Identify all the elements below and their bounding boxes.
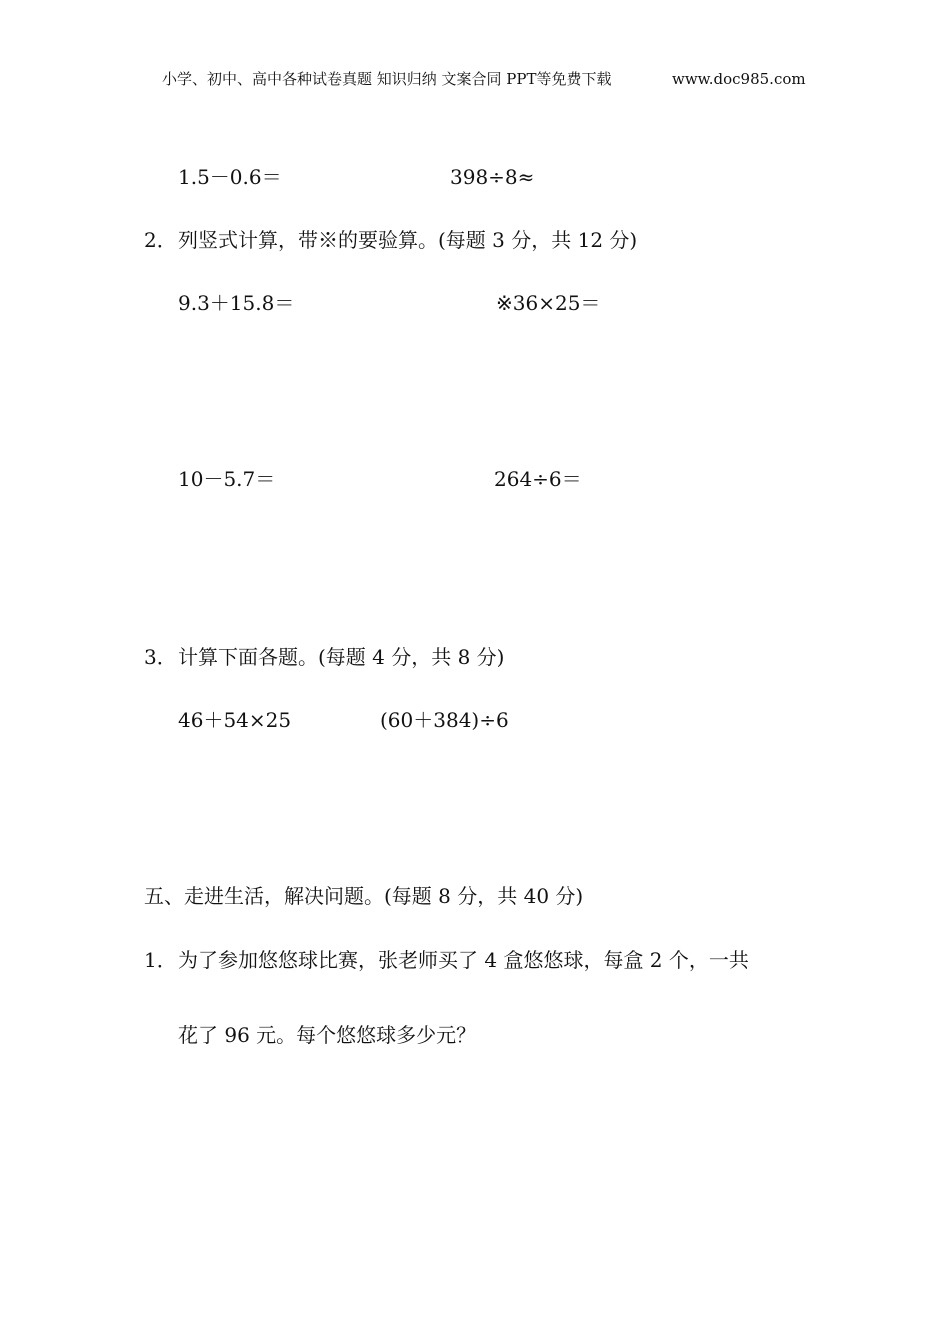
section-2-number: 2． bbox=[144, 228, 177, 252]
section-2-title: 列竖式计算，带※的要验算。(每题 3 分，共 12 分) bbox=[178, 228, 638, 252]
mixed-calc-expr-2: (60＋384)÷6 bbox=[380, 708, 509, 732]
vertical-calc-expr-4: 264÷6＝ bbox=[494, 467, 582, 491]
vertical-calc-expr-1: 9.3＋15.8＝ bbox=[178, 291, 295, 315]
header-site-banner: 小学、初中、高中各种试卷真题 知识归纳 文案合同 PPT等免费下载 bbox=[162, 70, 612, 88]
mixed-calc-expr-1: 46＋54×25 bbox=[178, 708, 292, 732]
vertical-calc-expr-2: ※36×25＝ bbox=[496, 291, 601, 315]
section-2-heading bbox=[144, 226, 637, 254]
word-problem-1 bbox=[144, 946, 749, 974]
section-3-number: 3． bbox=[144, 645, 177, 669]
section-5-heading: 五、走进生活，解决问题。(每题 8 分，共 40 分) bbox=[144, 884, 584, 908]
section-3-title: 计算下面各题。(每题 4 分，共 8 分) bbox=[178, 645, 505, 669]
oral-calc-expr-2: 398÷8≈ bbox=[450, 165, 535, 189]
word-problem-1-number: 1． bbox=[144, 948, 177, 972]
header-site-url: www.doc985.com bbox=[672, 70, 806, 88]
word-problem-1-line-1: 为了参加悠悠球比赛，张老师买了 4 盒悠悠球，每盒 2 个，一共 bbox=[178, 948, 749, 972]
oral-calc-expr-1: 1.5－0.6＝ bbox=[178, 165, 282, 189]
vertical-calc-expr-3: 10－5.7＝ bbox=[178, 467, 276, 491]
section-3-heading bbox=[144, 643, 504, 671]
word-problem-1-line-2: 花了 96 元。每个悠悠球多少元？ bbox=[178, 1023, 477, 1047]
